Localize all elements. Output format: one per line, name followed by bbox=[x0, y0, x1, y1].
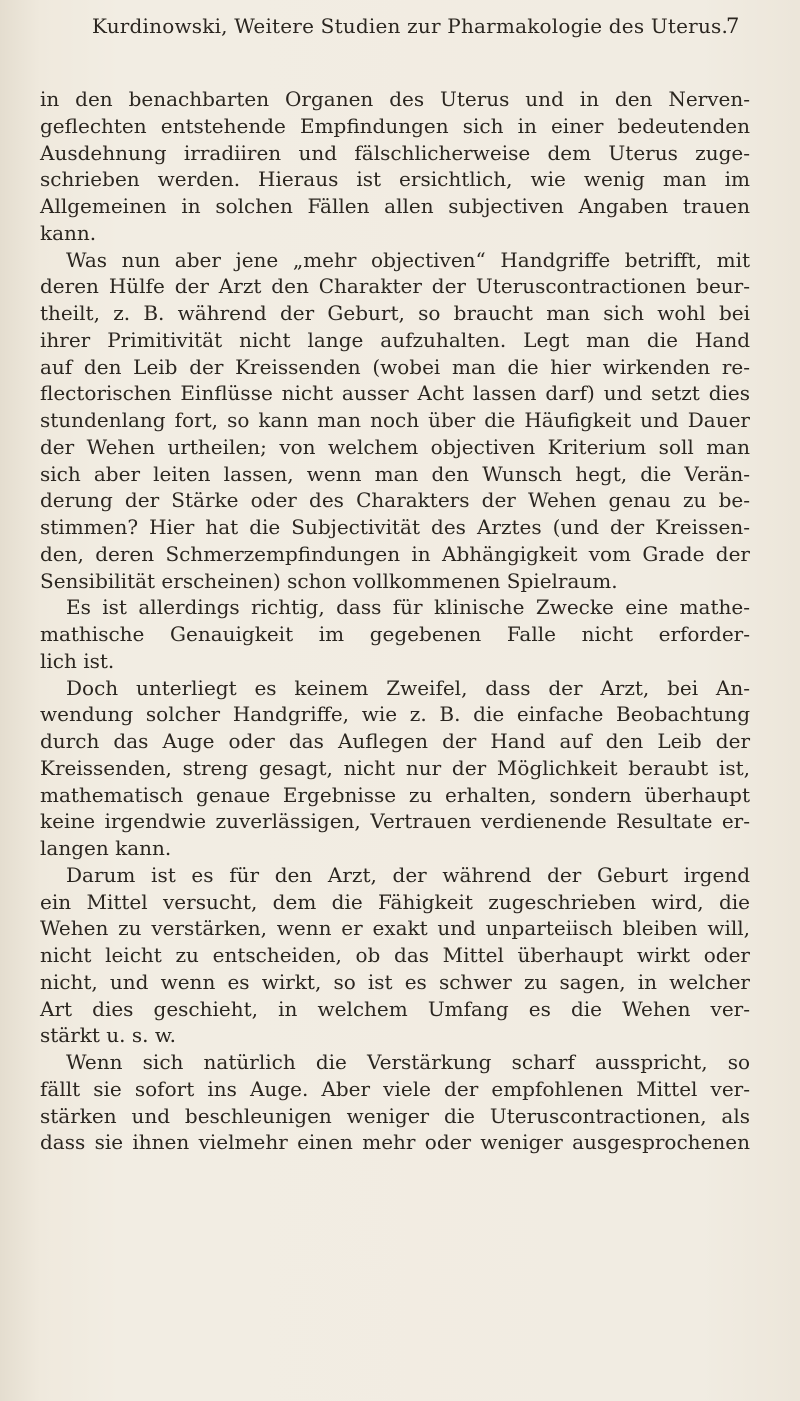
text-line: in den benachbarten Organen des Uterus und in den Nerven- bbox=[40, 87, 750, 111]
text-line: derung der Stärke oder des Charakters der Wehen genau zu be- bbox=[40, 488, 750, 513]
text-line: dass sie ihnen vielmehr einen mehr oder weniger ausgesprochenen bbox=[40, 1130, 750, 1155]
text-line: keine irgendwie zuverlässigen, Vertrauen verdienende Resultate er- bbox=[40, 809, 750, 834]
text-line: Es ist allerdings richtig, dass für klinische Zwecke eine mathe- bbox=[66, 595, 750, 620]
text-line: Was nun aber jene „mehr objectiven“ Handgriffe betrifft, mit bbox=[66, 247, 750, 272]
text-line: Sensibilität erscheinen) schon vollkommenen Spielraum. bbox=[40, 568, 618, 593]
text-line: theilt, z. B. während der Geburt, so braucht man sich wohl bei bbox=[40, 301, 750, 325]
text-line: lich ist. bbox=[40, 648, 115, 673]
text-line: geflechten entstehende Empfindungen sich in einer bedeutenden bbox=[40, 113, 750, 138]
text-line: sich aber leiten lassen, wenn man den Wunsch hegt, die Verän- bbox=[40, 461, 750, 486]
text-line: nicht leicht zu entscheiden, ob das Mittel überhaupt wirkt oder bbox=[40, 943, 750, 967]
text-line: nicht, und wenn es wirkt, so ist es schwer zu sagen, in welcher bbox=[40, 969, 750, 994]
text-line: den, deren Schmerzempfindungen in Abhängigkeit vom Grade der bbox=[40, 541, 750, 566]
text-line: der Wehen urtheilen; von welchem objectiven Kriterium soll man bbox=[40, 434, 750, 459]
text-line: stärken und beschleunigen weniger die Uteruscontractionen, als bbox=[40, 1103, 750, 1128]
text-line: deren Hülfe der Arzt den Charakter der Uteruscontractionen beur- bbox=[40, 274, 750, 299]
text-line: Wehen zu verstärken, wenn er exakt und unparteiisch bleiben will, bbox=[40, 916, 750, 941]
body-text bbox=[40, 86, 750, 1156]
text-line: Ausdehnung irradiiren und fälschlicherweise dem Uterus zuge- bbox=[40, 140, 750, 165]
text-line: schrieben werden. Hieraus ist ersichtlich, wie wenig man im bbox=[40, 167, 750, 192]
text-line: stärkt u. s. w. bbox=[40, 1023, 176, 1048]
text-line: Allgemeinen in solchen Fällen allen subjectiven Angaben trauen bbox=[40, 194, 750, 218]
text-line: ihrer Primitivität nicht lange aufzuhalten. Legt man die Hand bbox=[40, 327, 750, 352]
text-line: Doch unterliegt es keinem Zweifel, dass der Arzt, bei An- bbox=[66, 675, 750, 700]
text-line: Art dies geschieht, in welchem Umfang es die Wehen ver- bbox=[40, 996, 750, 1021]
text-line: fällt sie sofort ins Auge. Aber viele der empfohlenen Mittel ver- bbox=[40, 1076, 750, 1101]
text-line: Darum ist es für den Arzt, der während der Geburt irgend bbox=[66, 862, 750, 887]
text-line: Wenn sich natürlich die Verstärkung scharf ausspricht, so bbox=[66, 1050, 750, 1074]
text-line: auf den Leib der Kreissenden (wobei man die hier wirkenden re- bbox=[40, 354, 750, 379]
text-line: mathematisch genaue Ergebnisse zu erhalten, sondern überhaupt bbox=[40, 782, 750, 807]
text-line: stundenlang fort, so kann man noch über die Häufigkeit und Dauer bbox=[40, 408, 750, 432]
text-line: wendung solcher Handgriffe, wie z. B. die einfache Beobachtung bbox=[40, 702, 750, 727]
text-line: durch das Auge oder das Auflegen der Hand auf den Leib der bbox=[40, 729, 750, 753]
text-line: langen kann. bbox=[40, 836, 172, 860]
text-line: Kreissenden, streng gesagt, nicht nur der Möglichkeit beraubt ist, bbox=[40, 755, 750, 780]
running-head: Kurdinowski, Weitere Studien zur Pharmakologie des Uterus. bbox=[92, 14, 729, 38]
text-line: stimmen? Hier hat die Subjectivität des Arztes (und der Kreissen- bbox=[40, 515, 750, 539]
text-line: flectorischen Einflüsse nicht ausser Acht lassen darf) und setzt dies bbox=[40, 381, 750, 406]
text-line: kann. bbox=[40, 220, 97, 245]
page-number: 7 bbox=[726, 14, 740, 38]
text-line: mathische Genauigkeit im gegebenen Falle nicht erforder- bbox=[40, 622, 750, 646]
text-line: ein Mittel versucht, dem die Fähigkeit zugeschrieben wird, die bbox=[40, 889, 750, 914]
